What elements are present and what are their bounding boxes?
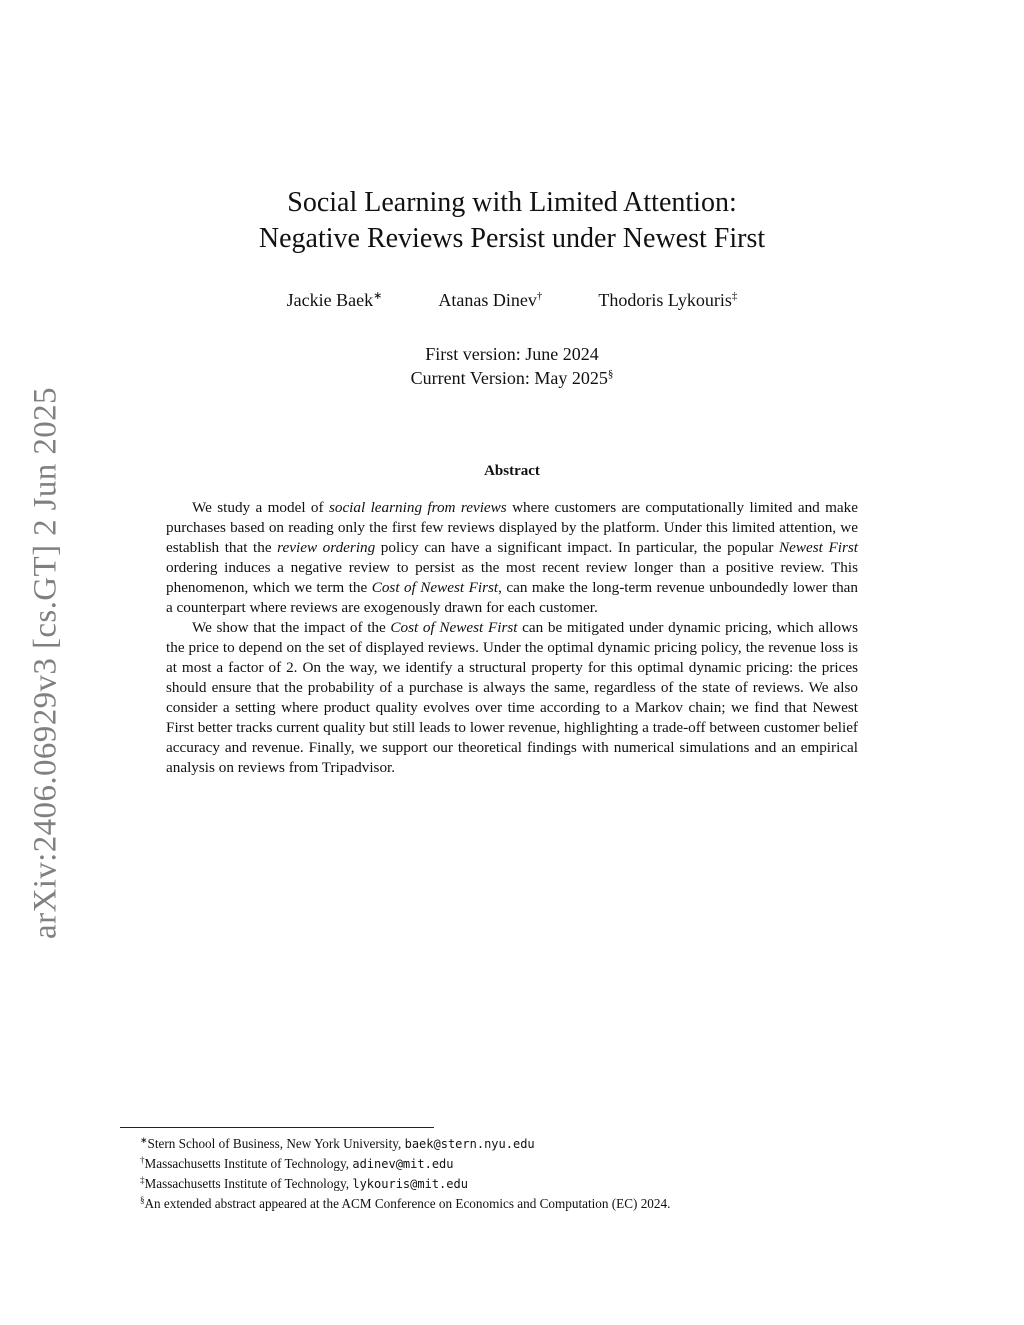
title-line-2: Negative Reviews Persist under Newest First	[258, 223, 766, 254]
author: Thodoris Lykouris‡	[598, 290, 738, 310]
footnote: ‡Massachusetts Institute of Technology, lykouris@mit.edu	[140, 1175, 468, 1191]
author-mark: ∗	[373, 290, 383, 302]
current-version-mark: §	[607, 368, 614, 380]
abstract-paragraph-2: We show that the impact of the Cost of Newest First can be mitigated under dynamic pricing, which allows the price to depend on the set of displayed reviews. Under the optimal dynamic pricing policy, the revenue loss is at most a factor of 2. On the way, we identify a structural property for this optimal dynamic pricing: the prices should ensure that the probability of a purchase is always the same, regardless of the state of reviews. We also consider a setting where product quality evolves over time according to a Markov chain; we find that Newest First better tracks current quality but still leads to lower revenue, highlighting a trade-off between customer belief accuracy and revenue. Finally, we support our theoretical findings with numerical simulations and an empirical analysis on reviews from Tripadvisor.	[166, 619, 859, 776]
email-link[interactable]: adinev@mit.edu	[352, 1157, 454, 1171]
abstract-body	[166, 498, 858, 778]
title-line-1: Social Learning with Limited Attention:	[287, 187, 737, 218]
version-dates	[160, 342, 864, 390]
footnote: §An extended abstract appeared at the ACM Conference on Economics and Computation (EC) 2024.	[140, 1195, 671, 1211]
current-version: Current Version: May 2025§	[410, 368, 614, 388]
email-link[interactable]: lykouris@mit.edu	[352, 1177, 468, 1191]
arxiv-identifier: arXiv:2406.06929v3 [cs.GT] 2 Jun 2025	[27, 387, 64, 939]
abstract-paragraph-1: We study a model of social learning from reviews where customers are computationally limited and make purchases based on reading only the first few reviews displayed by the platform. Under this limited attention, we establish that the review ordering policy can have a significant impact. In particular, the popular Newest First ordering induces a negative review to persist as the most recent review longer than a positive review. This phenomenon, which we term the Cost of Newest First, can make the long-term revenue unboundedly lower than a counterpart where reviews are exogenously drawn for each customer.	[166, 499, 859, 616]
author: Jackie Baek∗	[286, 290, 383, 310]
author-list	[160, 290, 864, 311]
footnote-divider	[120, 1127, 434, 1128]
abstract-heading: Abstract	[484, 463, 540, 479]
author-mark: †	[536, 290, 543, 302]
first-version: First version: June 2024	[425, 344, 599, 364]
email-link[interactable]: baek@stern.nyu.edu	[404, 1137, 535, 1151]
footnote: ∗Stern School of Business, New York University, baek@stern.nyu.edu	[140, 1135, 535, 1151]
footnote: †Massachusetts Institute of Technology, adinev@mit.edu	[140, 1155, 454, 1171]
paper-title	[160, 185, 864, 257]
author-mark: ‡	[731, 290, 738, 302]
footnotes	[140, 1134, 900, 1213]
author: Atanas Dinev†	[438, 290, 543, 310]
